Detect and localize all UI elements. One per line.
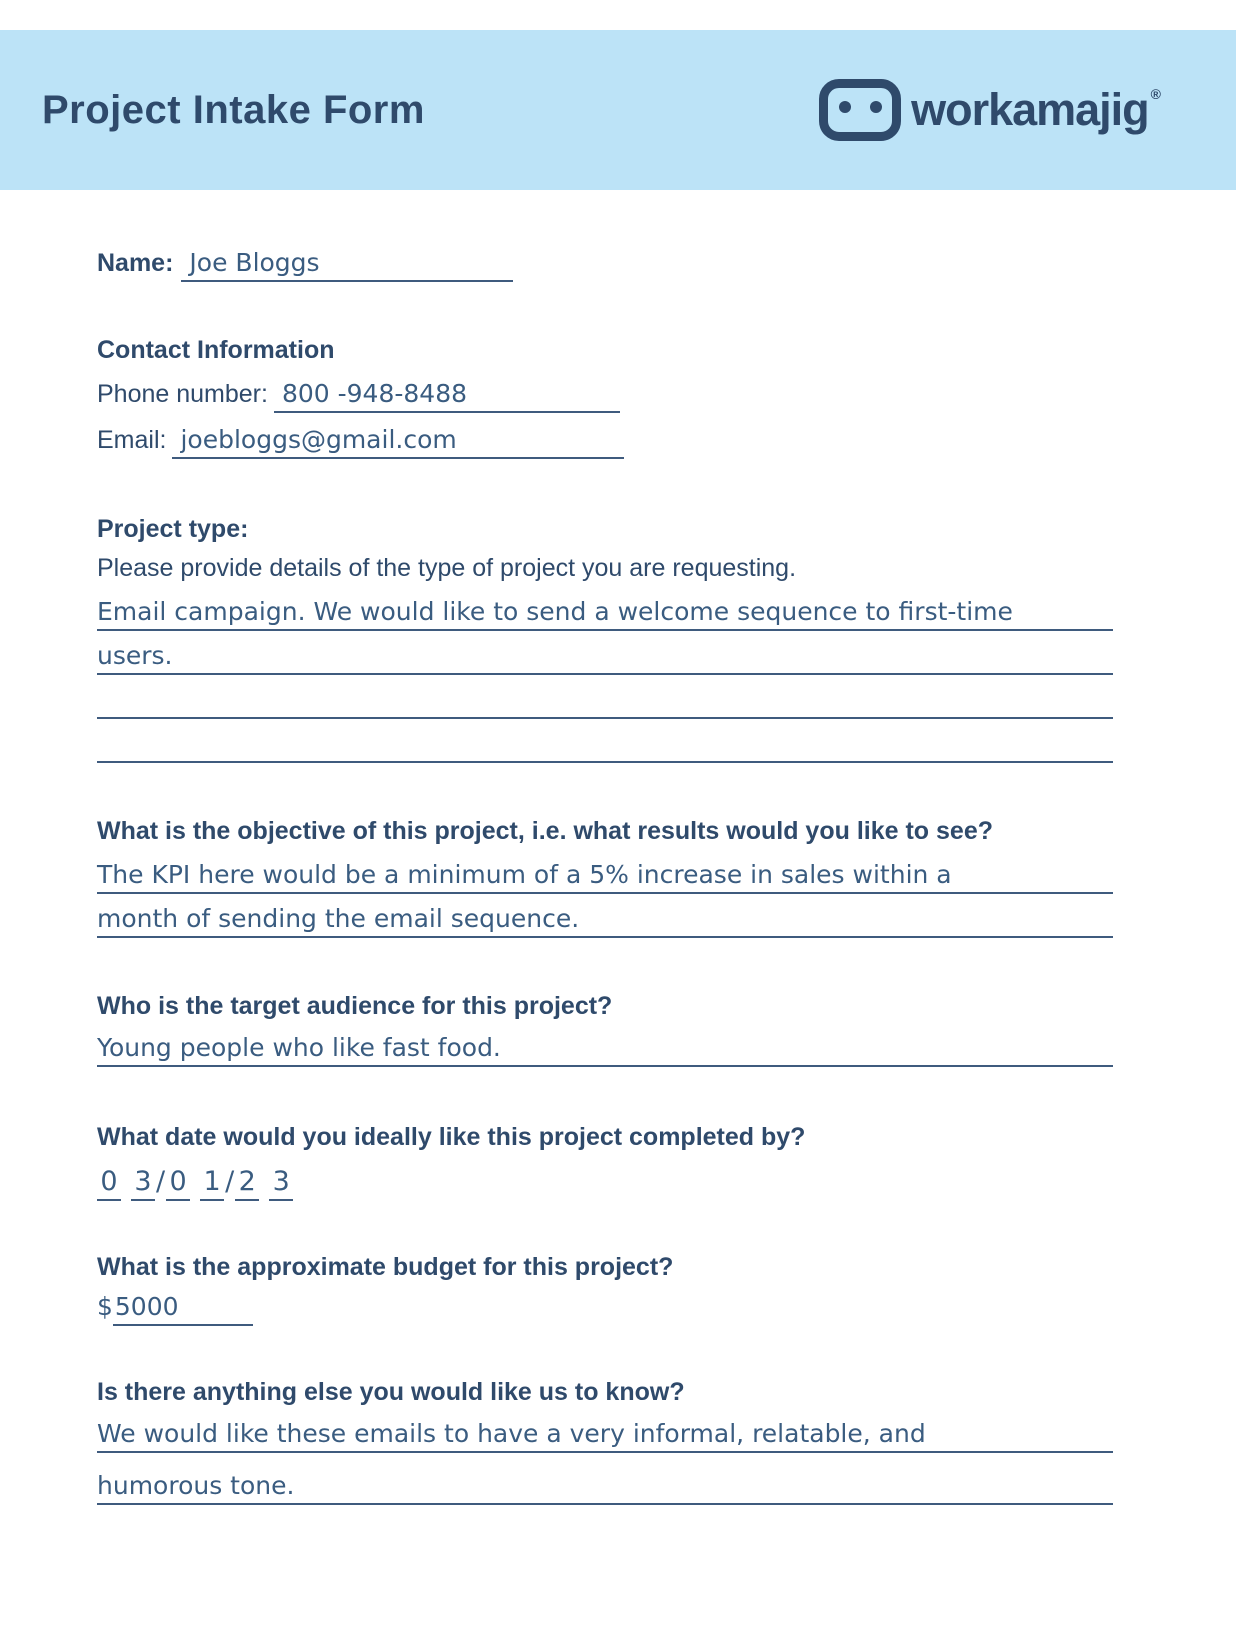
project-type-line-1[interactable]: Email campaign. We would like to send a welcome sequence to first-time	[97, 587, 1113, 631]
brand-logo	[819, 79, 1160, 141]
date-question: What date would you ideally like this project completed by?	[97, 1123, 806, 1151]
form-body	[0, 248, 1236, 1505]
phone-field[interactable]: 800 -948-8488	[274, 379, 620, 413]
header-band	[0, 30, 1236, 190]
currency-symbol: $	[97, 1292, 113, 1321]
date-field[interactable]	[97, 1166, 1113, 1201]
robot-eye-left-icon	[839, 101, 851, 113]
page-title: Project Intake Form	[42, 87, 425, 132]
project-type-heading: Project type:	[97, 515, 249, 543]
date-digit-5[interactable]: 2	[235, 1166, 259, 1201]
email-field[interactable]: joebloggs@gmail.com	[172, 425, 624, 459]
name-row	[97, 248, 1113, 282]
registered-trademark-symbol: ®	[1150, 86, 1160, 102]
date-digit-6[interactable]: 3	[269, 1166, 293, 1201]
anything-else-line-2[interactable]: humorous tone.	[97, 1453, 1113, 1505]
objective-line-1[interactable]: The KPI here would be a minimum of a 5% increase in sales within a	[97, 850, 1113, 894]
project-type-prompt: Please provide details of the type of project you are requesting.	[97, 554, 797, 582]
name-field[interactable]: Joe Bloggs	[181, 248, 513, 282]
date-slash-1: /	[156, 1166, 166, 1197]
budget-question: What is the approximate budget for this project?	[97, 1253, 674, 1281]
contact-heading: Contact Information	[97, 336, 335, 364]
budget-field[interactable]: 5000	[113, 1292, 253, 1326]
anything-else-line-1[interactable]: We would like these emails to have a very informal, relatable, and	[97, 1409, 1113, 1453]
email-label: Email:	[97, 426, 167, 454]
phone-row	[97, 379, 1113, 413]
date-slash-2: /	[225, 1166, 235, 1197]
project-type-line-4[interactable]	[97, 719, 1113, 763]
name-label: Name:	[97, 249, 174, 277]
objective-line-2[interactable]: month of sending the email sequence.	[97, 894, 1113, 938]
brand-wordmark	[911, 84, 1160, 136]
date-digit-2[interactable]: 3	[131, 1166, 155, 1201]
objective-question: What is the objective of this project, i.e. what results would you like to see?	[97, 817, 993, 845]
audience-question: Who is the target audience for this project?	[97, 992, 613, 1020]
project-type-line-2[interactable]: users.	[97, 631, 1113, 675]
date-digit-4[interactable]: 1	[200, 1166, 224, 1201]
robot-eye-right-icon	[870, 101, 882, 113]
email-row	[97, 425, 1113, 459]
date-digit-1[interactable]: 0	[97, 1166, 121, 1201]
phone-label: Phone number:	[97, 380, 268, 408]
audience-line-1[interactable]: Young people who like fast food.	[97, 1023, 1113, 1067]
anything-else-question: Is there anything else you would like us to know?	[97, 1378, 685, 1406]
brand-name: workamajig	[911, 84, 1149, 135]
date-digit-3[interactable]: 0	[166, 1166, 190, 1201]
project-type-line-3[interactable]	[97, 675, 1113, 719]
workamajig-robot-icon	[819, 79, 901, 141]
budget-row	[97, 1292, 1113, 1326]
